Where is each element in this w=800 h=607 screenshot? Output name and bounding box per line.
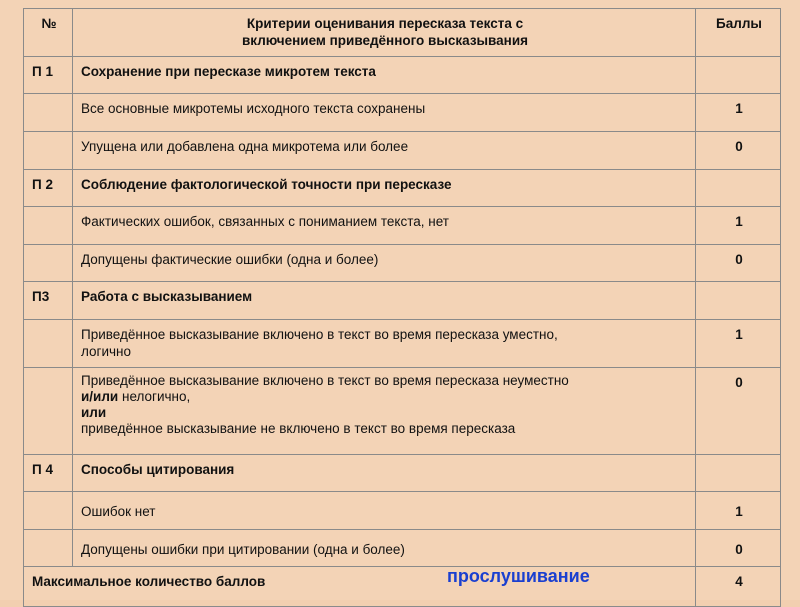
criterion-connector: или	[81, 405, 107, 420]
points-header: Баллы	[696, 9, 781, 57]
criterion-points: 0	[696, 530, 781, 567]
section-code: П3	[24, 282, 73, 320]
section-row	[24, 57, 781, 94]
criterion-text: Допущены фактические ошибки (одна и более)	[73, 245, 696, 282]
criterion-line: приведённое высказывание не включено в текст во время пересказа	[81, 421, 516, 436]
criterion-text	[73, 368, 696, 455]
criterion-text: Ошибок нет	[73, 492, 696, 530]
criteria-header-line2: включением приведённого высказывания	[241, 33, 529, 48]
section-title: Способы цитирования	[73, 455, 696, 492]
criterion-line: Приведённое высказывание включено в текст во время пересказа уместно,	[81, 327, 558, 342]
table-row	[24, 245, 781, 282]
section-code: П 4	[24, 455, 73, 492]
criteria-header	[73, 9, 696, 57]
max-points-value: 4	[696, 567, 781, 607]
criterion-points: 1	[696, 94, 781, 132]
section-row	[24, 170, 781, 207]
section-title: Сохранение при пересказе микротем текста	[73, 57, 696, 94]
table-row	[24, 530, 781, 567]
criterion-connector: и/или нелогично,	[81, 389, 191, 404]
criterion-line: логично	[81, 344, 131, 359]
criteria-table	[23, 8, 781, 607]
criterion-text: Упущена или добавлена одна микротема или более	[73, 132, 696, 170]
criterion-text	[73, 320, 696, 368]
criterion-points: 1	[696, 492, 781, 530]
max-points-label: Максимальное количество баллов	[24, 567, 696, 607]
table-row	[24, 132, 781, 170]
table-row	[24, 320, 781, 368]
section-title: Соблюдение фактологической точности при пересказе	[73, 170, 696, 207]
table-row	[24, 94, 781, 132]
criterion-points: 1	[696, 320, 781, 368]
criterion-text: Допущены ошибки при цитировании (одна и более)	[73, 530, 696, 567]
section-row	[24, 282, 781, 320]
number-header: №	[24, 9, 73, 57]
criterion-points: 0	[696, 368, 781, 455]
criterion-text: Фактических ошибок, связанных с пониманием текста, нет	[73, 207, 696, 245]
criteria-header-line1: Критерии оценивания пересказа текста с	[246, 16, 524, 31]
table-row	[24, 368, 781, 455]
criterion-points: 1	[696, 207, 781, 245]
section-title: Работа с высказыванием	[73, 282, 696, 320]
criterion-text: Все основные микротемы исходного текста сохранены	[73, 94, 696, 132]
listen-link[interactable]: прослушивание	[447, 566, 590, 586]
criterion-line: Приведённое высказывание включено в текст во время пересказа неуместно	[81, 373, 569, 388]
total-row	[24, 567, 781, 607]
table-row	[24, 492, 781, 530]
table-header-row	[24, 9, 781, 57]
section-code: П 2	[24, 170, 73, 207]
section-code: П 1	[24, 57, 73, 94]
criterion-points: 0	[696, 132, 781, 170]
section-row	[24, 455, 781, 492]
table-row	[24, 207, 781, 245]
criterion-points: 0	[696, 245, 781, 282]
